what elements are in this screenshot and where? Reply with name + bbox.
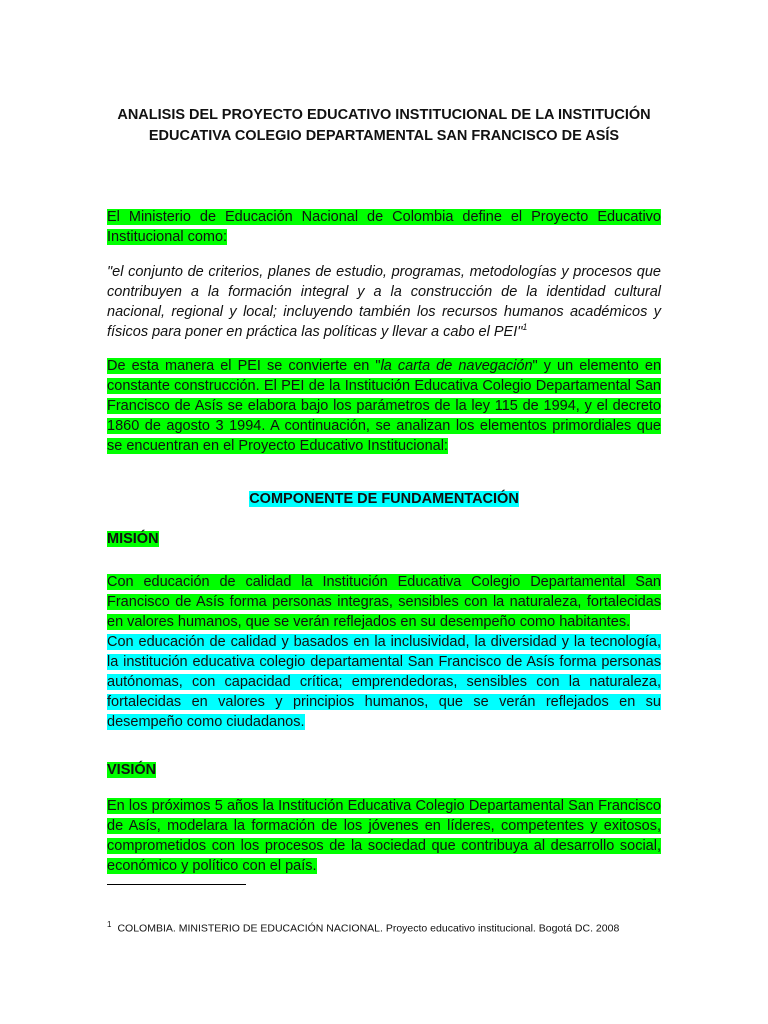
vision-heading-wrapper — [107, 760, 156, 780]
component-heading: COMPONENTE DE FUNDAMENTACIÓN — [249, 491, 519, 507]
document-title: ANALISIS DEL PROYECTO EDUCATIVO INSTITUCIONAL DE LA INSTITUCIÓN EDUCATIVA COLEGIO DEPARTAMENTAL SAN FRANCISCO DE ASÍS — [117, 107, 651, 144]
pei-emphasis: la carta de navegación — [380, 358, 533, 374]
intro-paragraph — [107, 207, 661, 247]
footnote-separator — [107, 884, 246, 885]
quote-text: "el conjunto de criterios, planes de estudio, programas, metodologías y procesos que contribuyen a la formación integral y a la construcción de la identidad cultural nacional, regional y local; incluyendo también los recursos humanos académicos y físicos para poner en práctica las políticas y llevar a cabo el PEI" — [107, 264, 661, 340]
footnote-reference[interactable]: 1 — [522, 322, 528, 333]
component-heading-wrapper — [0, 489, 768, 509]
mision-text-cyan: Con educación de calidad y basados en la inclusividad, la diversidad y la tecnología, la institución educativa colegio departamental San Francisco de Asís forma personas autónomas, con capacidad crítica; emprendedoras, sensibles con la naturaleza, fortalecidas en valores y principios humanos, que se verán reflejados en su desempeño como ciudadanos. — [107, 634, 661, 730]
intro-text: El Ministerio de Educación Nacional de Colombia define el Proyecto Educativo Institucional como: — [107, 209, 661, 245]
pei-text-after: " y un elemento en constante construcción. El PEI de la Institución Educativa Colegio Departamental San Francisco de Asís se elabora bajo los parámetros de la ley 115 de 1994, y el decreto 1860 de agosto 3 1994. A continuación, se analizan los elementos primordiales que se encuentran en el Proyecto Educativo Institucional: — [107, 358, 662, 454]
footnote-number: 1 — [107, 920, 112, 929]
footnote-text: COLOMBIA. MINISTERIO DE EDUCACIÓN NACIONAL. Proyecto educativo institucional. Bogotá DC. 2008 — [117, 922, 620, 935]
mision-paragraph — [107, 572, 661, 732]
vision-heading: VISIÓN — [107, 762, 157, 778]
mision-heading: MISIÓN — [107, 531, 159, 547]
vision-text: En los próximos 5 años la Institución Educativa Colegio Departamental San Francisco de Asís, modelara la formación de los jóvenes en líderes, competentes y exitosos, comprometidos con los procesos de la sociedad que contribuya al desarrollo social, económico y político con el país. — [107, 798, 661, 874]
pei-description-paragraph — [107, 356, 661, 456]
vision-paragraph — [107, 796, 661, 876]
pei-definition-quote — [107, 262, 661, 342]
mision-text-green: Con educación de calidad la Institución Educativa Colegio Departamental San Francisco de Asís forma personas integras, sensibles con la naturaleza, fortalecidas en valores humanos, que se verán reflejados en su desempeño como habitantes. — [107, 574, 661, 630]
mision-heading-wrapper — [107, 529, 159, 549]
footnote — [107, 918, 667, 936]
pei-text-before: De esta manera el PEI se convierte en " — [107, 358, 381, 374]
